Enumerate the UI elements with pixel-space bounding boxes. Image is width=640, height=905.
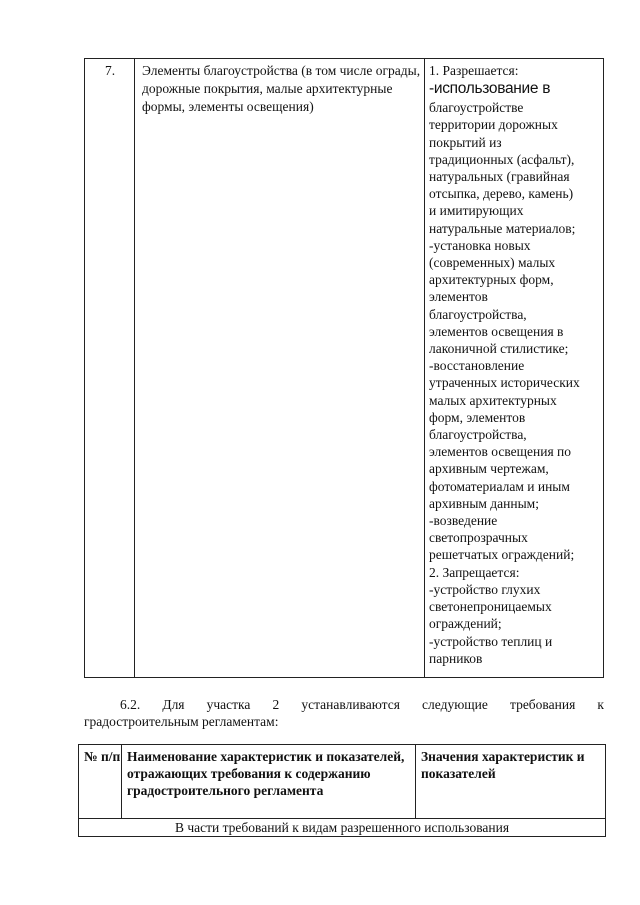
value-line: светонепроницаемых [429,599,552,615]
table-header-row [79,745,605,819]
regulation-table-continued [84,58,604,678]
paragraph-word: к [597,697,604,712]
value-line: -использование в [429,80,551,98]
value-line: элементов [429,289,488,305]
value-line: благоустройстве [429,100,524,116]
paragraph-word: 6.2. [120,697,141,712]
requirements-table [78,744,606,837]
value-line: натуральные материалов; [429,220,576,236]
value-line: покрытий из [429,134,502,150]
value-line: решетчатых ограждений; [429,547,575,563]
paragraph-word: Для [162,697,185,712]
value-line: -возведение [429,513,498,529]
header-value: Значения характеристик и показателей [421,749,585,781]
header-number: № п/п [79,745,122,818]
header-name: Наименование характеристик и показателей, отражающих требования к содержанию градостроительного регламента [122,745,416,818]
value-column [425,59,603,677]
value-line: 1. Разрешается: [429,63,519,78]
number-column [85,59,135,677]
value-line: парников [429,650,483,666]
table-subheader: В части требований к видам разрешенного использования [174,820,510,835]
paragraph-word: 2 [272,697,280,712]
value-line: -установка новых [429,237,531,253]
paragraph-line-2: градостроительным регламентам: [84,714,279,729]
paragraph-word: требования [510,697,576,712]
value-line: элементов освещения по [429,444,572,460]
value-line: ограждений; [429,616,502,632]
value-line: архивным данным; [429,495,539,511]
value-line: архивным чертежам, [429,461,549,477]
section-paragraph [84,696,604,730]
value-line: светопрозрачных [429,530,528,546]
value-line: -восстановление [429,358,525,374]
value-line: элементов освещения в [429,323,564,339]
row-number: 7. [104,63,116,78]
row-value [429,62,603,667]
value-line: утраченных исторических [429,375,580,391]
value-line: (современных) малых [429,255,556,271]
value-line: 2. Запрещается: [429,564,520,580]
paragraph-word: участка [206,697,251,712]
value-line: архитектурных форм, [429,272,554,288]
value-line: фотоматериалам и иным [429,478,570,494]
name-column [135,59,425,677]
paragraph-line-1 [84,696,604,713]
value-line: и имитирующих [429,203,524,219]
value-line: лаконичной стилистике; [429,341,569,357]
value-line: натуральных (гравийная [429,169,570,185]
value-line: форм, элементов [429,409,526,425]
value-line: -устройство глухих [429,581,541,597]
value-line: территории дорожных [429,117,558,133]
value-line: благоустройства, [429,427,527,443]
value-line: малых архитектурных [429,392,557,408]
value-line: традиционных (асфальт), [429,151,575,167]
value-line: отсыпка, дерево, камень) [429,186,574,202]
paragraph-word: следующие [422,697,488,712]
paragraph-word: устанавливаются [301,697,400,712]
value-line: благоустройства, [429,306,527,322]
row-name: Элементы благоустройства (в том числе ограды, дорожные покрытия, малые архитектурные формы, элементы освещения) [142,63,421,114]
value-line: -устройство теплиц и [429,633,553,649]
